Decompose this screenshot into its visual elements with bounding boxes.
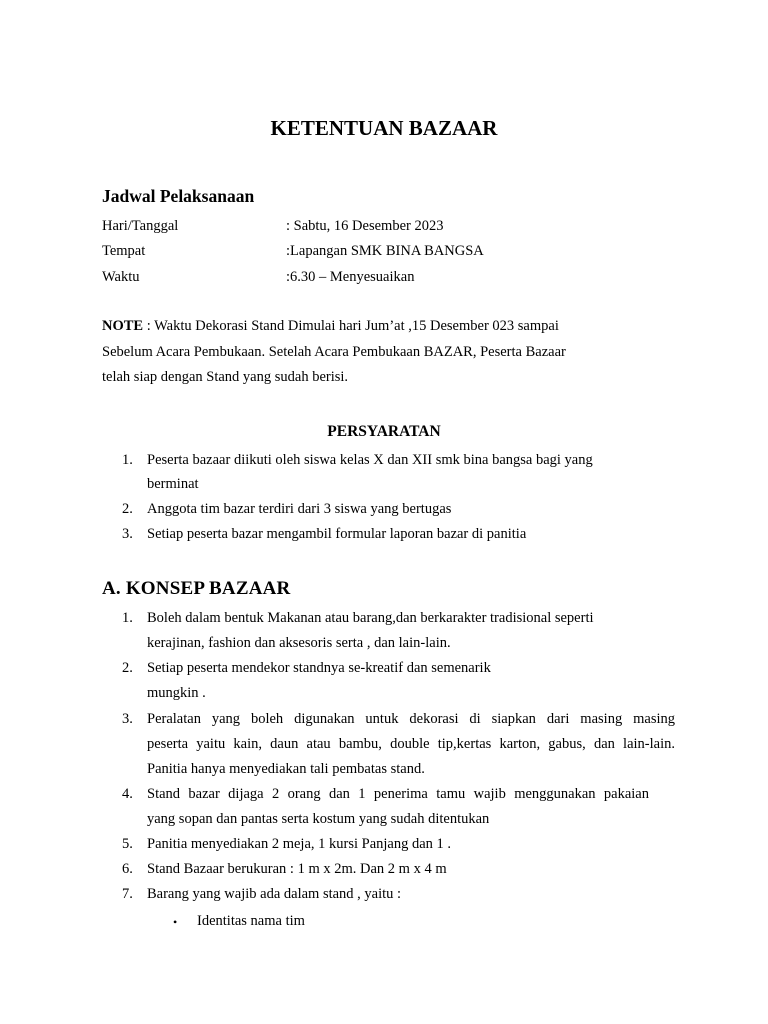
concept-item-3-line-2: peserta yaitu kain, daun atau bambu, double tip,kertas karton, gabus, dan lain-lain.: [147, 736, 675, 752]
requirement-item-2-line-1: Anggota tim bazar terdiri dari 3 siswa yang bertugas: [147, 501, 452, 517]
concept-item-3-line-1: Peralatan yang boleh digunakan untuk dekorasi di siapkan dari masing masing: [147, 711, 675, 727]
concept-number: 5.: [122, 836, 133, 852]
concept-number: 1.: [122, 610, 133, 626]
schedule-value-time: :6.30 – Menyesuaikan: [286, 269, 415, 285]
concept-number: 2.: [122, 660, 133, 676]
concept-heading: A. KONSEP BAZAAR: [102, 578, 291, 599]
schedule-heading: Jadwal Pelaksanaan: [102, 186, 255, 206]
concept-item-1-line-1: Boleh dalam bentuk Makanan atau barang,dan berkarakter tradisional seperti: [147, 610, 594, 626]
concept-item-6-line-1: Stand Bazaar berukuran : 1 m x 2m. Dan 2 m x 4 m: [147, 861, 447, 877]
concept-item-7-line-1: Barang yang wajib ada dalam stand , yaitu :: [147, 886, 402, 902]
concept-number: 3.: [122, 711, 133, 727]
bullet-icon: •: [173, 915, 178, 929]
note-label: NOTE: [102, 318, 144, 334]
bullet-item-text: Identitas nama tim: [197, 913, 305, 929]
note-line-1: [102, 318, 559, 335]
concept-item-4-line-1: Stand bazar dijaga 2 orang dan 1 penerima tamu wajib menggunakan pakaian: [147, 786, 649, 802]
requirement-item-3-line-1: Setiap peserta bazar mengambil formular laporan bazar di panitia: [147, 526, 527, 542]
concept-item-1-line-2: kerajinan, fashion dan aksesoris serta , dan lain-lain.: [147, 635, 451, 651]
note-line-2: Sebelum Acara Pembukaan. Setelah Acara Pembukaan BAZAR, Peserta Bazaar: [102, 344, 566, 360]
requirement-number: 3.: [122, 526, 133, 542]
requirement-number: 1.: [122, 452, 133, 468]
schedule-label-time: Waktu: [102, 269, 140, 285]
requirement-item-1-line-2: berminat: [147, 476, 199, 492]
schedule-value-date: : Sabtu, 16 Desember 2023: [286, 218, 444, 234]
schedule-value-place: :Lapangan SMK BINA BANGSA: [286, 243, 484, 259]
concept-item-2-line-1: Setiap peserta mendekor standnya se-kreatif dan semenarik: [147, 660, 491, 676]
concept-number: 7.: [122, 886, 133, 902]
concept-item-2-line-2: mungkin .: [147, 685, 206, 701]
note-text-1: : Waktu Dekorasi Stand Dimulai hari Jum’at ,15 Desember 023 sampai: [143, 318, 559, 334]
concept-number: 6.: [122, 861, 133, 877]
concept-item-5-line-1: Panitia menyediakan 2 meja, 1 kursi Panjang dan 1 .: [147, 836, 452, 852]
requirements-heading: PERSYARATAN: [327, 423, 441, 440]
concept-number: 4.: [122, 786, 133, 802]
schedule-label-date: Hari/Tanggal: [102, 218, 179, 234]
concept-item-4-line-2: yang sopan dan pantas serta kostum yang sudah ditentukan: [147, 811, 490, 827]
concept-item-3-line-3: Panitia hanya menyediakan tali pembatas stand.: [147, 761, 425, 777]
requirement-item-1-line-1: Peserta bazaar diikuti oleh siswa kelas X dan XII smk bina bangsa bagi yang: [147, 452, 593, 468]
schedule-label-place: Tempat: [102, 243, 146, 259]
requirement-number: 2.: [122, 501, 133, 517]
note-line-3: telah siap dengan Stand yang sudah berisi.: [102, 369, 349, 385]
document-title: KETENTUAN BAZAAR: [270, 116, 498, 140]
